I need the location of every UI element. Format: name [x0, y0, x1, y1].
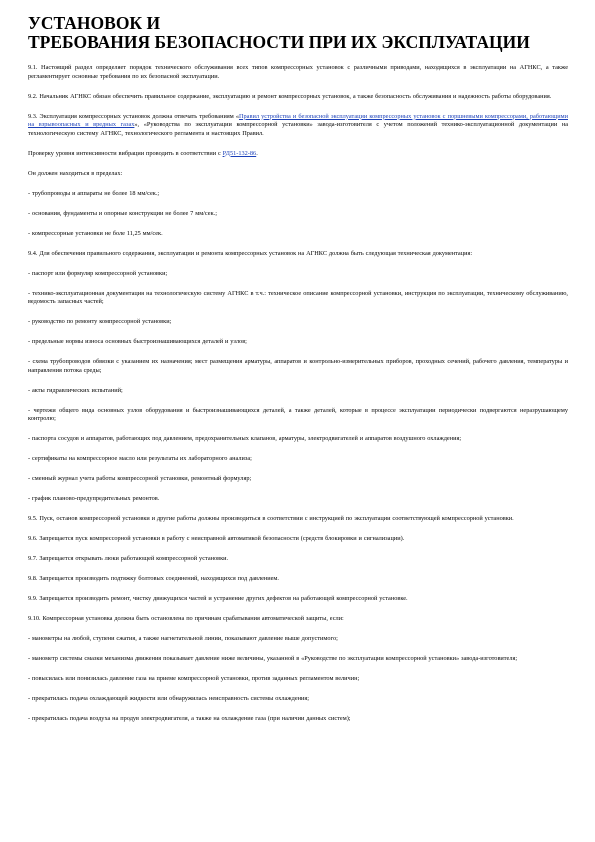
vibration-text-end: .	[256, 149, 258, 157]
rd-standard-link[interactable]: РД51-132-86	[222, 149, 257, 157]
document-page	[28, 14, 568, 735]
paragraph-9-8: 9.8. Запрещается производить подтяжку болтовых соединений, находящихся под давлением.	[28, 575, 279, 583]
doc-item-technical-docs: - технико-эксплуатационная документация на технологическую систему АГНКС в т.ч.: техническое описание компрессорной установки, инструкция по эксплуатации, техническому обслуживанию, ведомость запасных частей;	[28, 289, 568, 306]
stop-item-air-supply: - прекратилась подача воздуха на продув электродвигателя, а также на охлаждение газа (при наличии данных систем);	[28, 715, 351, 723]
page-title	[28, 14, 568, 52]
paragraph-9-3	[28, 113, 568, 139]
paragraph-9-6: 9.6. Запрещается пуск компрессорной установки в работу с неисправной автоматикой безопасности (средств блокировки и сигнализации).	[28, 535, 405, 543]
doc-item-passport: - паспорт или формуляр компрессорной установки;	[28, 269, 168, 277]
limit-item-compressors: - компрессорные установки не боле 11,25 мм/сек.	[28, 229, 163, 237]
vibration-check-paragraph	[28, 150, 568, 159]
stop-item-lubrication: - манометр системы смазки механизма движения показывает давление ниже величины, указанной в «Руководстве по эксплуатации компрессорной установки» завода-изготовителя;	[28, 655, 518, 663]
paragraph-9-7: 9.7. Запрещается открывать люки работающей компрессорной установки.	[28, 555, 229, 563]
doc-item-piping-scheme: - схема трубопроводов обвязки с указанием их назначения; мест размещения арматуры, аппаратов и контрольно-измерительных приборов, проходных сечений, рабочего давления, температуры и направления потока среды;	[28, 358, 568, 374]
paragraph-9-9: 9.9. Запрещается производить ремонт, чистку движущихся частей и устранение других дефектов на работающей компрессорной установке.	[28, 595, 408, 603]
paragraph-9-4: 9.4. Для обеспечения правильного содержания, эксплуатации и ремонта компрессорных установок на АГНКС должна быть следующая техническая документация:	[28, 249, 473, 257]
limit-item-pipelines: - трубопроводы и аппараты не более 18 мм/сек.;	[28, 189, 160, 197]
stop-item-manometers: - манометры на любой, ступени сжатия, а также нагнетательной линии, показывают давление выше допустимого;	[28, 635, 338, 643]
doc-item-wear-limits: - предельные нормы износа основных быстроизнашивающихся деталей и узлов;	[28, 338, 247, 346]
paragraph-9-1: 9.1. Настоящий раздел определяет порядок технического обслуживания всех типов компрессорных установок с различными приводами, находящихся в эксплуатации на АГНКС, а также регламентирует основные требования по их безопасной эксплуатации.	[28, 64, 568, 80]
limit-item-foundations: - основания, фундаменты и опорные конструкции не более 7 мм/сек.;	[28, 209, 217, 217]
vibration-text-start: Проверку уровня интенсивности вибрации проводить в соответствии с	[28, 149, 223, 157]
paragraph-9-2: 9.2. Начальник АГНКС обязан обеспечить правильное содержание, эксплуатацию и ремонт компрессорных установок, а также безопасность обслуживания и надежность работы оборудования.	[28, 92, 552, 100]
stop-item-cooling: - прекратилась подача охлаждающей жидкости или обнаружилась неисправность системы охлаждения;	[28, 695, 310, 703]
doc-item-drawings: - чертежи общего вида основных узлов оборудования и быстроизнашивающихся деталей, а также деталей, которые в процессе эксплуатации периодически подвергаются неразрушающему контролю;	[28, 406, 568, 423]
paragraph-9-3-text-end: », «Руководства по эксплуатации компрессорной установки» завода-изготовителя с учетом положений технико-эксплуатационной документации на технологическую систему АГНКС, технологического регламента и настоящих Правил.	[28, 121, 568, 137]
stop-item-gas-pressure: - повысилась или понизилась давление газа на приеме компрессорной установки, против заданных регламентом величин;	[28, 675, 360, 683]
limits-intro: Он должен находиться в пределах:	[28, 169, 123, 177]
doc-item-maintenance-schedule: - график планово-предупредительных ремонтов.	[28, 495, 160, 503]
title-line-2: ТРЕБОВАНИЯ БЕЗОПАСНОСТИ ПРИ ИХ ЭКСПЛУАТАЦИИ	[28, 32, 530, 52]
title-line-1: УСТАНОВОК И	[28, 13, 161, 33]
doc-item-hydraulic-tests: - акты гидравлических испытаний;	[28, 386, 123, 394]
rules-link[interactable]: Правил устройства и безопасной эксплуатации компрессорных установок с поршневыми компрессорами, работающими на взрывоопасных и вредных газах	[28, 112, 568, 129]
doc-item-vessel-passports: - паспорта сосудов и аппаратов, работающих под давлением, предохранительных клапанов, арматуры, электродвигателей и аппаратов воздушного охлаждения;	[28, 435, 462, 443]
paragraph-9-3-text-start: 9.3. Эксплуатация компрессорных установок должна отвечать требованиям «	[28, 112, 239, 120]
doc-item-shift-log: - сменный журнал учета работы компрессорной установки, ремонтный формуляр;	[28, 475, 252, 483]
doc-item-repair-guide: - руководство по ремонту компрессорной установки;	[28, 318, 172, 326]
paragraph-9-5: 9.5. Пуск, останов компрессорной установки и другие работы должны производиться в соответствии с инструкцией по эксплуатации соответствующей компрессорной установки.	[28, 515, 514, 523]
paragraph-9-10: 9.10. Компрессорная установка должна быть остановлена по причинам срабатывания автоматической защиты, если:	[28, 615, 344, 623]
doc-item-oil-certificates: - сертификаты на компрессорное масло или результаты их лабораторного анализа;	[28, 455, 252, 463]
